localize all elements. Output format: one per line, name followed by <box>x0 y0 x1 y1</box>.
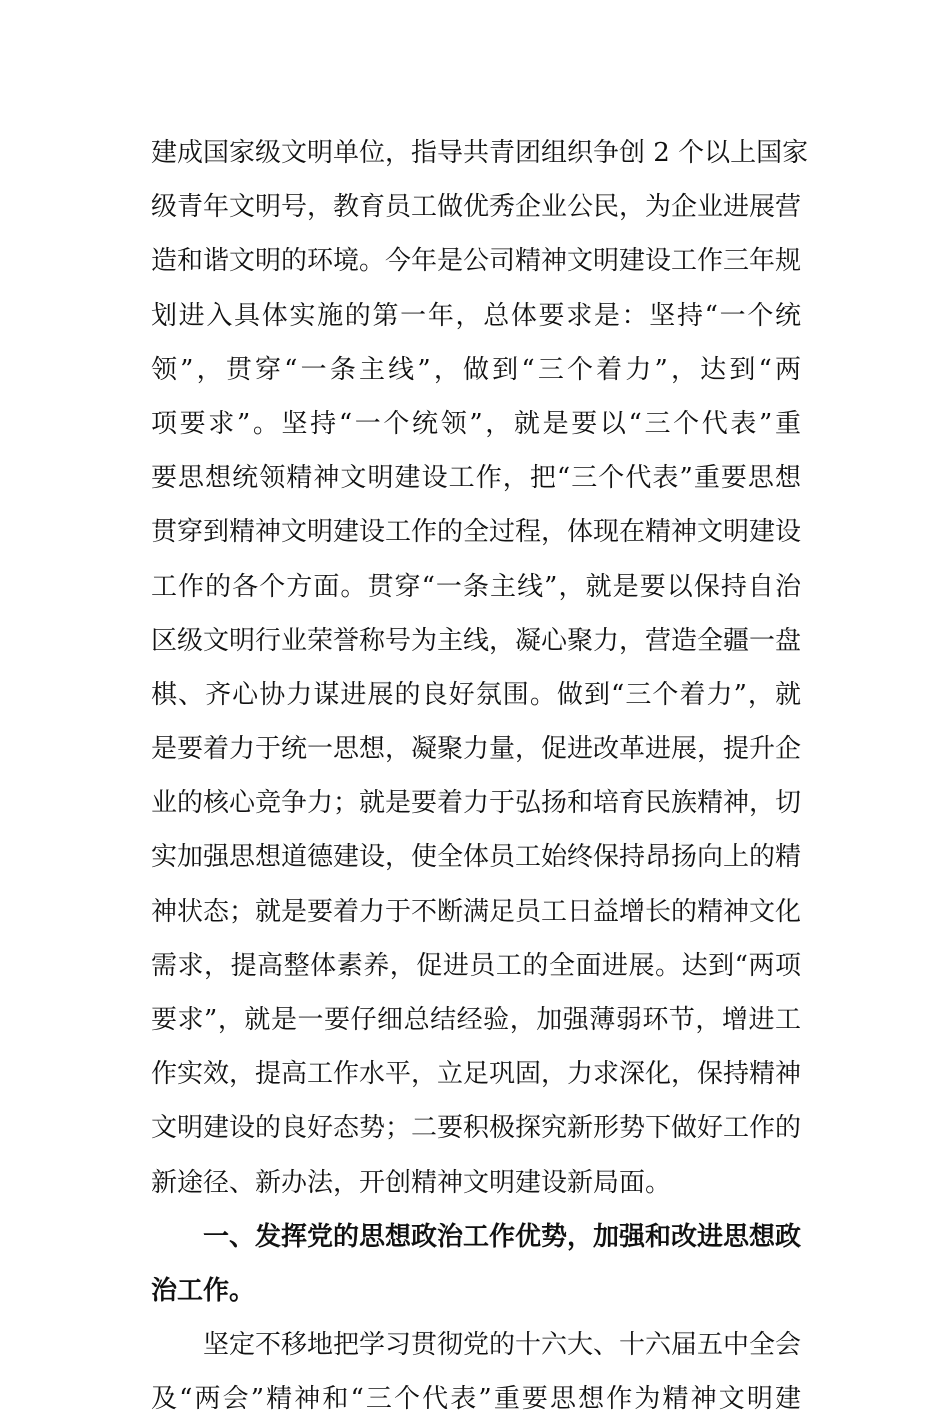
text-line: 级青年文明号，教育员工做优秀企业公民，为企业进展营 <box>151 192 802 223</box>
text-line: 需求，提高整体素养，促进员工的全面进展。达到“两项 <box>151 950 801 981</box>
text-line: 是要着力于统一思想，凝聚力量，促进改革进展，提升企 <box>151 734 802 765</box>
section-heading <box>151 1210 801 1318</box>
text-line: 项要求”。坚持“一个统领”，就是要以“三个代表”重 <box>151 408 801 439</box>
text-line: 文明建设的良好态势；二要积极探究新形势下做好工作的 <box>151 1113 802 1144</box>
text-line: 神状态；就是要着力于不断满足员工日益增长的精神文化 <box>151 896 802 927</box>
text-line: 业的核心竞争力；就是要着力于弘扬和培育民族精神，切 <box>151 788 802 819</box>
text-line: 实加强思想道德建设，使全体员工始终保持昂扬向上的精 <box>151 842 802 873</box>
body-paragraph-2 <box>151 1318 801 1426</box>
text-line: 建成国家级文明单位，指导共青团组织争创 2 个以上国家 <box>151 138 809 168</box>
body-paragraph-1 <box>151 126 809 1210</box>
text-line: 及“两会”精神和“三个代表”重要思想作为精神文明建 <box>151 1384 801 1415</box>
text-line: 新途径、新办法，开创精神文明建设新局面。 <box>151 1167 672 1198</box>
text-line: 要思想统领精神文明建设工作，把“三个代表”重要思想 <box>151 463 801 494</box>
text-line: 坚定不移地把学习贯彻党的十六大、十六届五中全会 <box>203 1330 802 1361</box>
text-line: 贯穿到精神文明建设工作的全过程，体现在精神文明建设 <box>151 517 802 548</box>
text-line: 工作的各个方面。贯穿“一条主线”，就是要以保持自治 <box>151 571 801 602</box>
text-line: 造和谐文明的环境。今年是公司精神文明建设工作三年规 <box>151 246 802 277</box>
text-line: 区级文明行业荣誉称号为主线，凝心聚力，营造全疆一盘 <box>151 625 802 656</box>
text-line: 作实效，提高工作水平，立足巩固，力求深化，保持精神 <box>151 1059 802 1090</box>
document-body <box>151 126 809 1427</box>
text-line: 要求”，就是一要仔细总结经验，加强薄弱环节，增进工 <box>151 1005 801 1035</box>
text-line: 领”，贯穿“一条主线”，做到“三个着力”，达到“两 <box>151 354 801 385</box>
text-line: 划进入具体实施的第一年，总体要求是：坚持“一个统 <box>151 300 801 331</box>
heading-line: 一、发挥党的思想政治工作优势，加强和改进思想政 <box>203 1221 802 1252</box>
text-line: 棋、齐心协力谋进展的良好氛围。做到“三个着力”，就 <box>151 679 801 710</box>
heading-line: 治工作。 <box>151 1275 256 1306</box>
